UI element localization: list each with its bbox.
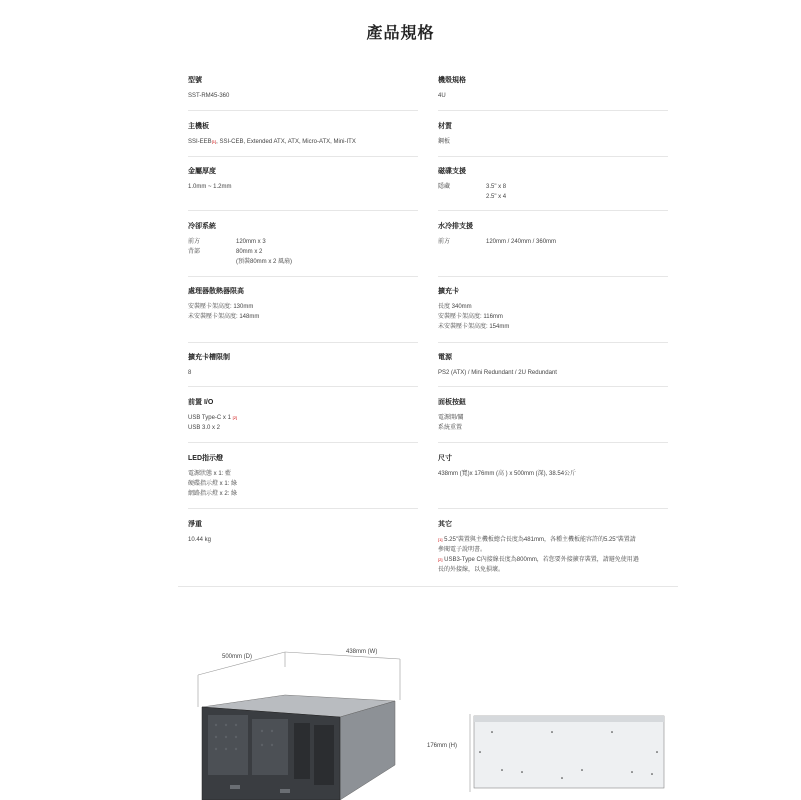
spec-value: 網路指示燈 x 2: 綠 [188, 491, 238, 497]
spec-value: 3.5" x 8 [486, 184, 507, 190]
spec-others [438, 520, 678, 575]
spec-label: 其它 [438, 521, 452, 528]
divider [188, 442, 418, 443]
spec-led [188, 454, 418, 499]
spec-value: 安裝壓卡架高度: 116mm [438, 314, 503, 320]
footnote-text: 長的外接線，以免損壞。 [438, 567, 505, 573]
spec-label: 材質 [438, 123, 452, 130]
spec-value: 電源開/關 [438, 415, 464, 421]
divider [438, 386, 668, 387]
footnote-text: 5.25"裝置與主機板總合長度為481mm，各種主機板能容許的5.25"裝置請 [444, 537, 636, 543]
spec-label: 磁碟支援 [438, 168, 466, 175]
spec-weight [188, 520, 418, 545]
divider [438, 342, 668, 343]
spec-expansion [438, 287, 668, 332]
divider [188, 508, 418, 509]
divider [438, 110, 668, 111]
spec-slots [188, 353, 418, 378]
spec-value: 電源狀態 x 1: 藍 [188, 471, 232, 477]
spec-label: 水冷排支援 [438, 223, 473, 230]
spec-value: 安裝壓卡架高度: 130mm [188, 304, 254, 310]
spec-value: 120mm / 240mm / 360mm [486, 239, 557, 245]
spec-value: 硬碟指示燈 x 1: 綠 [188, 481, 238, 487]
footnote-ref: [1] [438, 537, 443, 542]
spec-psu [438, 353, 668, 378]
spec-material [438, 122, 668, 147]
spec-label: 金屬厚度 [188, 168, 216, 175]
spec-label: 主機板 [188, 123, 209, 130]
spec-cpu-cooler [188, 287, 418, 322]
spec-label: 擴充卡 [438, 288, 459, 295]
footnote-ref[interactable]: [1] [211, 139, 217, 144]
spec-key: 前方 [188, 239, 201, 245]
spec-value: 1.0mm ~ 1.2mm [188, 184, 232, 190]
spec-key: 背部 [188, 249, 201, 255]
spec-front-io [188, 398, 418, 433]
divider [438, 156, 668, 157]
spec-thickness [188, 167, 418, 192]
spec-motherboard [188, 122, 418, 147]
spec-value: PS2 (ATX) / Mini Redundant / 2U Redundant [438, 370, 557, 376]
spec-panel [438, 398, 668, 433]
spec-label: 型號 [188, 77, 202, 84]
spec-value: 2.5" x 4 [486, 194, 507, 200]
spec-value: USB 3.0 x 2 [188, 425, 221, 431]
spec-value: 120mm x 3 [236, 239, 266, 245]
divider [188, 110, 418, 111]
divider [438, 508, 668, 509]
chassis-side-image [462, 712, 672, 794]
dimension-depth-label: 500mm (D) [222, 654, 253, 660]
page-title: 產品規格 [366, 25, 435, 42]
divider [188, 276, 418, 277]
spec-value: 438mm (寬)x 176mm (高 ) x 500mm (深), 38.54公斤 [438, 471, 577, 477]
spec-label: 淨重 [188, 521, 202, 528]
spec-label: 機殼規格 [438, 77, 466, 84]
spec-key: 隱藏 [438, 184, 451, 190]
dimension-height-label: 176mm (H) [427, 743, 458, 749]
spec-value: 系統重置 [438, 425, 463, 431]
footnote-text: 參閱電子說明書。 [438, 547, 487, 553]
divider [188, 156, 418, 157]
footnote-text: USB3-Type C內接線長度為800mm，若您要外接擴存裝置，請避免使用過 [444, 557, 639, 563]
divider [438, 210, 668, 211]
dimension-width-label: 438mm (W) [346, 649, 378, 655]
spec-value: 10.44 kg [188, 537, 212, 543]
spec-value: 80mm x 2 [236, 249, 263, 255]
spec-label: 尺寸 [438, 455, 452, 462]
spec-value: 鋼板 [438, 139, 451, 145]
spec-label: LED指示燈 [188, 455, 223, 462]
footnote-ref: [2] [438, 557, 443, 562]
divider [178, 586, 678, 587]
spec-label: 面板按鈕 [438, 399, 466, 406]
divider [188, 342, 418, 343]
spec-chassis [438, 76, 668, 101]
spec-value: 8 [188, 370, 192, 376]
spec-label: 冷卻系統 [188, 223, 216, 230]
spec-size [438, 454, 668, 479]
divider [188, 210, 418, 211]
spec-note: (預裝80mm x 2 風扇) [236, 259, 293, 265]
spec-cooling [188, 222, 418, 267]
spec-label: 擴充卡槽限制 [188, 354, 230, 361]
spec-value: 未安裝壓卡架高度: 148mm [188, 314, 260, 320]
divider [188, 386, 418, 387]
spec-key: 前方 [438, 239, 451, 245]
spec-value: 長度 340mm [438, 304, 472, 310]
spec-drive [438, 167, 668, 202]
divider [438, 276, 668, 277]
spec-radiator [438, 222, 668, 247]
spec-value: SSI-EEB[1], SSI-CEB, Extended ATX, ATX, Micro-ATX, Mini-ITX [188, 139, 356, 145]
spec-label: 前置 I/O [188, 399, 214, 406]
spec-label: 處理器散熱器限高 [188, 288, 244, 295]
spec-label: 電源 [438, 354, 452, 361]
spec-value: SST-RM45-360 [188, 93, 230, 99]
spec-value: 4U [438, 93, 446, 99]
spec-value: 未安裝壓卡架高度: 154mm [438, 324, 510, 330]
spec-model [188, 76, 418, 101]
divider [438, 442, 668, 443]
chassis-front-image [190, 645, 415, 800]
footnote-ref[interactable]: [2] [232, 415, 238, 420]
spec-value: USB Type-C x 1 [188, 415, 231, 421]
